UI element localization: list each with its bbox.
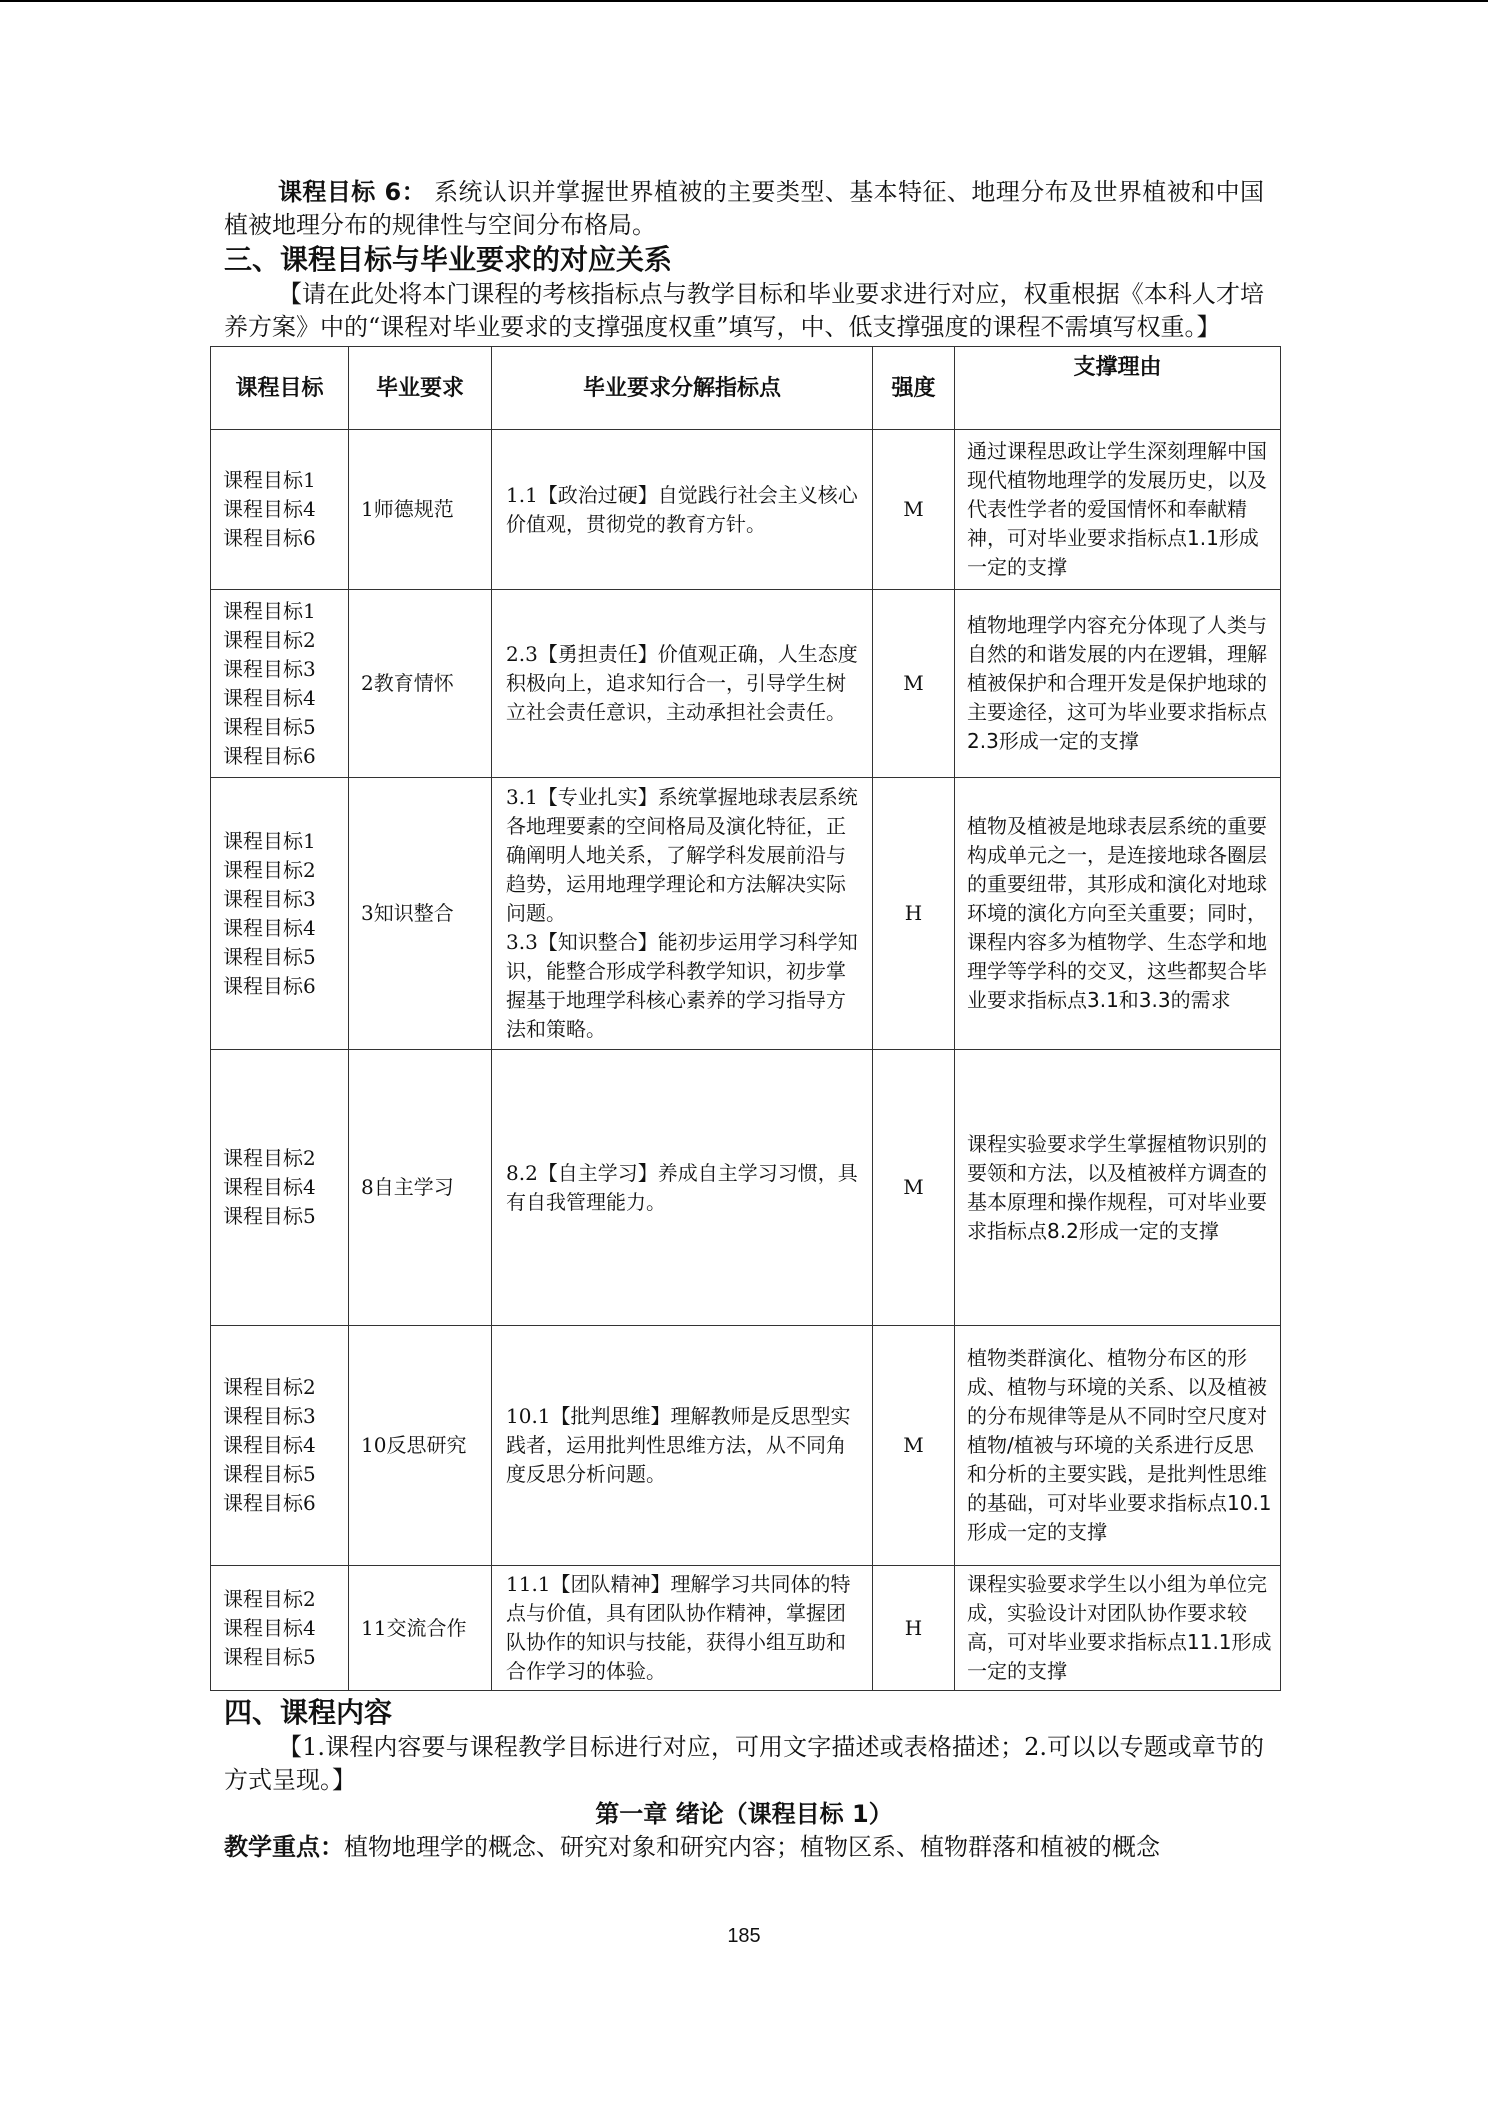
indicator-cell (492, 1566, 873, 1691)
header-strength: 强度 (873, 347, 955, 430)
indicator-item: 2.3【勇担责任】价值观正确，人生态度积极向上，追求知行合一，引导学生树立社会责任意识，主动承担社会责任。 (506, 642, 858, 724)
strength-cell: M (873, 1050, 955, 1326)
header-goals: 课程目标 (211, 347, 349, 430)
goal-item: 课程目标2 (223, 857, 316, 882)
reason-cell: 植物地理学内容充分体现了人类与自然的和谐发展的内在逻辑，理解植被保护和合理开发是保护地球的主要途径，这可为毕业要求指标点2.3形成一定的支撑 (955, 590, 1281, 778)
page-top-border (0, 0, 1488, 2)
reason-cell: 课程实验要求学生以小组为单位完成，实验设计对团队协作要求较高，可对毕业要求指标点11.1形成一定的支撑 (955, 1566, 1281, 1691)
section4-heading: 四、课程内容 (224, 1696, 393, 1729)
indicator-cell (492, 778, 873, 1050)
goal-item: 课程目标4 (223, 1615, 316, 1640)
table-body (211, 430, 1281, 1691)
indicator-item: 3.1【专业扎实】系统掌握地球表层系统各地理要素的空间格局及演化特征，正确阐明人地关系，了解学科发展前沿与趋势，运用地理学理论和方法解决实际问题。 (506, 785, 858, 925)
table-row (211, 778, 1281, 1050)
strength-cell: M (873, 430, 955, 590)
indicator-item: 8.2【自主学习】养成自主学习习惯，具有自我管理能力。 (506, 1160, 858, 1214)
reason-cell: 通过课程思政让学生深刻理解中国现代植物地理学的发展历史，以及代表性学者的爱国情怀和奉献精神，可对毕业要求指标点1.1形成一定的支撑 (955, 430, 1281, 590)
focus-label: 教学重点： (224, 1833, 344, 1861)
reason-cell: 课程实验要求学生掌握植物识别的要领和方法，以及植被样方调查的基本原理和操作规程，可对毕业要求指标点8.2形成一定的支撑 (955, 1050, 1281, 1326)
strength-cell: M (873, 590, 955, 778)
goals-cell (211, 778, 349, 1050)
goal-item: 课程目标6 (223, 526, 316, 550)
goal-requirement-table (210, 346, 1281, 1691)
table-header-row (211, 347, 1281, 430)
goal6-paragraph (224, 176, 1264, 242)
goal-item: 课程目标3 (223, 886, 316, 911)
goal-item: 课程目标6 (223, 1491, 316, 1515)
goal-item: 课程目标4 (223, 915, 316, 940)
indicator-item: 3.3【知识整合】能初步运用学习科学知识，能整合形成学科教学知识，初步掌握基于地理学科核心素养的学习指导方法和策略。 (506, 930, 858, 1041)
requirement-cell: 8自主学习 (349, 1050, 492, 1326)
strength-cell: M (873, 1326, 955, 1566)
indicator-item: 1.1【政治过硬】自觉践行社会主义核心价值观，贯彻党的教育方针。 (506, 482, 858, 536)
header-requirement: 毕业要求 (349, 347, 492, 430)
section4-note: 【1.课程内容要与课程教学目标进行对应，可用文字描述或表格描述；2.可以以专题或章节的方式呈现。】 (224, 1733, 1264, 1794)
header-reason: 支撑理由 (955, 347, 1281, 430)
reason-cell: 植物类群演化、植物分布区的形成、植物与环境的关系、以及植被的分布规律等是从不同时空尺度对植物/植被与环境的关系进行反思和分析的主要实践，是批判性思维的基础，可对毕业要求指标点10.1形成一定的支撑 (955, 1326, 1281, 1566)
reason-cell: 植物及植被是地球表层系统的重要构成单元之一，是连接地球各圈层的重要纽带，其形成和演化对地球环境的演化方向至关重要；同时，课程内容多为植物学、生态学和地理学等学科的交叉，这些都契合毕业要求指标点3.1和3.3的需求 (955, 778, 1281, 1050)
teaching-focus (224, 1831, 1264, 1864)
goal-item: 课程目标4 (223, 1433, 316, 1457)
indicator-cell (492, 1326, 873, 1566)
goal-item: 课程目标4 (223, 1175, 316, 1199)
goal-item: 课程目标2 (223, 1586, 316, 1611)
strength-cell: H (873, 778, 955, 1050)
goal-item: 课程目标5 (223, 714, 316, 739)
goal-item: 课程目标2 (223, 627, 316, 652)
header-indicator: 毕业要求分解指标点 (492, 347, 873, 430)
focus-text: 植物地理学的概念、研究对象和研究内容；植物区系、植物群落和植被的概念 (344, 1833, 1160, 1861)
indicator-item: 11.1【团队精神】理解学习共同体的特点与价值，具有团队协作精神，掌握团队协作的知识与技能，获得小组互助和合作学习的体验。 (506, 1572, 851, 1683)
section3-note: 【请在此处将本门课程的考核指标点与教学目标和毕业要求进行对应，权重根据《本科人才培养方案》中的“课程对毕业要求的支撑强度权重”填写，中、低支撑强度的课程不需填写权重。】 (224, 280, 1264, 341)
chapter-title: 第一章 绪论（课程目标 1） (595, 1800, 893, 1828)
document-page (223, 176, 1272, 1864)
page-number: 185 (727, 1925, 761, 1947)
requirement-cell: 11交流合作 (349, 1566, 492, 1691)
goal-item: 课程目标1 (223, 598, 316, 623)
goal-item: 课程目标2 (223, 1375, 316, 1399)
goal-item: 课程目标5 (223, 1204, 316, 1228)
indicator-cell (492, 430, 873, 590)
table-row (211, 1326, 1281, 1566)
goals-cell (211, 1566, 349, 1691)
requirement-cell: 1师德规范 (349, 430, 492, 590)
table-row (211, 1050, 1281, 1326)
goals-cell (211, 1326, 349, 1566)
goal-item: 课程目标3 (223, 656, 316, 681)
requirement-cell: 3知识整合 (349, 778, 492, 1050)
goals-cell (211, 430, 349, 590)
goals-cell (211, 590, 349, 778)
goals-cell (211, 1050, 349, 1326)
goal-item: 课程目标1 (223, 828, 316, 853)
goal6-text: 系统认识并掌握世界植被的主要类型、基本特征、地理分布及世界植被和中国植被地理分布的规律性与空间分布格局。 (224, 178, 1264, 239)
goal-item: 课程目标1 (223, 468, 316, 492)
goal-item: 课程目标5 (223, 1644, 316, 1669)
goal-item: 课程目标6 (223, 973, 316, 998)
table-row (211, 590, 1281, 778)
table-row (211, 430, 1281, 590)
section3-heading: 三、课程目标与毕业要求的对应关系 (224, 243, 673, 276)
indicator-cell (492, 590, 873, 778)
goal-item: 课程目标3 (223, 1404, 316, 1428)
goal-item: 课程目标5 (223, 944, 316, 969)
goal-item: 课程目标2 (223, 1146, 316, 1170)
goal-item: 课程目标4 (223, 497, 316, 521)
goal-item: 课程目标6 (223, 743, 316, 768)
goal6-label: 课程目标 6： (278, 178, 427, 206)
requirement-cell: 2教育情怀 (349, 590, 492, 778)
goal-item: 课程目标5 (223, 1462, 316, 1486)
table-row (211, 1566, 1281, 1691)
indicator-cell (492, 1050, 873, 1326)
strength-cell: H (873, 1566, 955, 1691)
requirement-cell: 10反思研究 (349, 1326, 492, 1566)
goal-item: 课程目标4 (223, 685, 316, 710)
indicator-item: 10.1【批判思维】理解教师是反思型实践者，运用批判性思维方法，从不同角度反思分析问题。 (506, 1404, 851, 1486)
